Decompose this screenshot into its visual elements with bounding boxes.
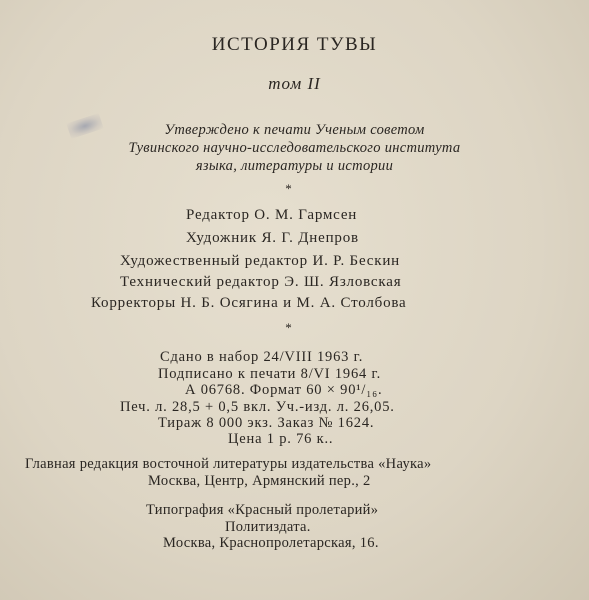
credit-art-editor: Художественный редактор И. Р. Бескин <box>120 253 400 269</box>
publisher-name: Главная редакция восточной литературы издательства «Наука» <box>25 456 432 472</box>
approval-line-3: языка, литературы и истории <box>195 158 394 174</box>
approval-line-1: Утверждено к печати Ученым советом <box>164 122 425 138</box>
credit-tech-editor: Технический редактор Э. Ш. Язловская <box>120 274 402 290</box>
credit-proofreaders: Корректоры Н. Б. Осягина и М. А. Столбова <box>91 295 407 311</box>
book-title: ИСТОРИЯ ТУВЫ <box>211 34 378 55</box>
printer-address: Москва, Краснопролетарская, 16. <box>163 535 379 551</box>
print-info-price: Цена 1 р. 76 к.. <box>228 431 334 447</box>
printer-org: Политиздата. <box>225 519 311 535</box>
print-info-run: Тираж 8 000 экз. Заказ № 1624. <box>158 415 375 431</box>
print-info-typeset: Сдано в набор 24/VIII 1963 г. <box>160 349 364 365</box>
print-info-sheets: Печ. л. 28,5 + 0,5 вкл. Уч.-изд. л. 26,05. <box>120 399 395 415</box>
approval-line-2: Тувинского научно-исследовательского института <box>128 140 461 156</box>
separator-star: * <box>285 320 292 335</box>
credit-artist: Художник Я. Г. Днепров <box>186 230 359 246</box>
print-info-format: А 06768. Формат 60 × 90¹/₁₆. <box>185 382 383 398</box>
credit-editor: Редактор О. М. Гармсен <box>186 207 358 223</box>
separator-star: * <box>285 181 292 196</box>
volume-label: том II <box>268 74 321 93</box>
print-info-signed: Подписано к печати 8/VI 1964 г. <box>158 366 382 382</box>
publisher-address: Москва, Центр, Армянский пер., 2 <box>148 473 371 489</box>
printer-name: Типография «Красный пролетарий» <box>146 502 379 518</box>
